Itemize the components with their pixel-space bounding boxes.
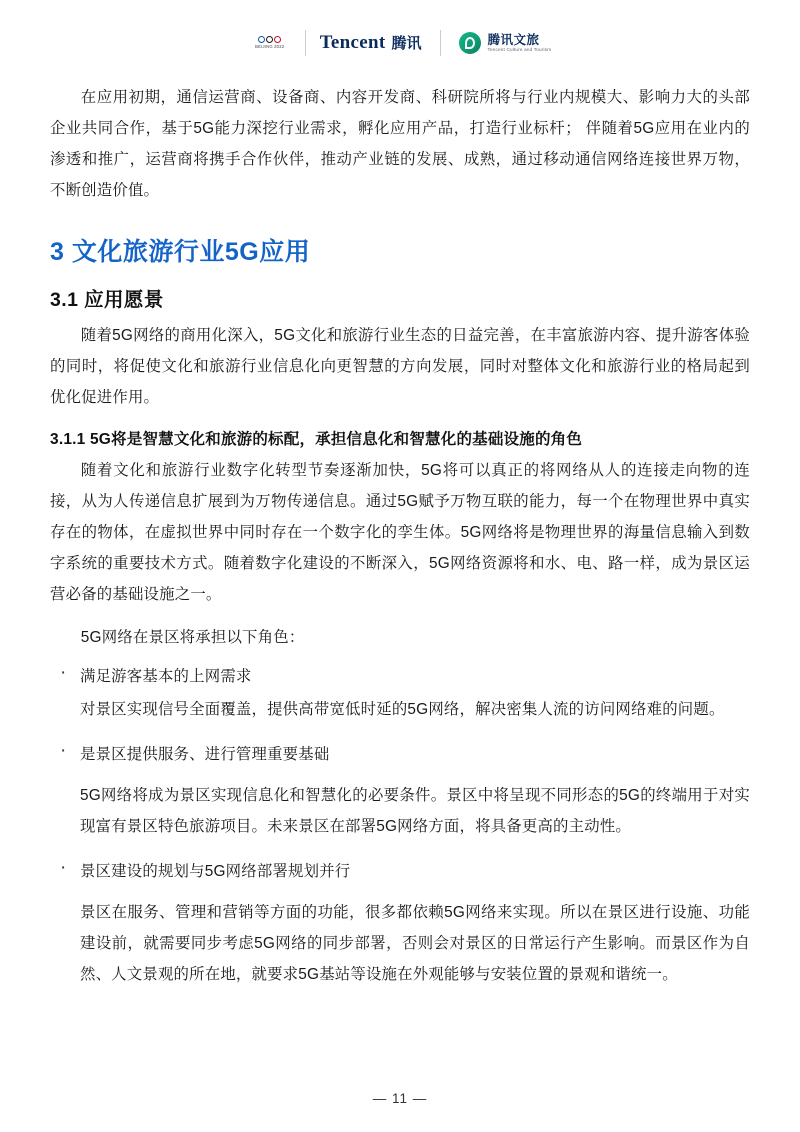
- culture-logo-text: [488, 34, 552, 53]
- olympic-rings-icon: [249, 36, 291, 49]
- subsubsection-paragraph: 随着文化和旅游行业数字化转型节奏逐渐加快，5G将可以真正的将网络从人的连接走向物的连接，从为人传递信息扩展到为万物传递信息。通过5G赋予万物互联的能力，每一个在物理世界中真实存在的物体，在虚拟世界中同时存在一个数字化的孪生体。5G网络将是物理世界的海量信息输入到数字系统的重要技术方式。随着数字化建设的不断深入，5G网络资源将和水、电、路一样，成为景区运营必备的基础设施之一。: [50, 462, 750, 603]
- bullet-title: · 是景区提供服务、进行管理重要基础: [80, 746, 330, 763]
- page-content: [50, 72, 750, 990]
- role-bullet-list: [50, 661, 750, 990]
- bullet-body: 景区在服务、管理和营销等方面的功能，很多都依赖5G网络来实现。所以在景区进行设施、功能建设前，就需要同步考虑5G网络的同步部署，否则会对景区的日常运行产生影响。而景区作为自然、人文景观的所在地，就要求5G基站等设施在外观能够与安装位置的景观和谐统一。: [80, 904, 750, 983]
- page-footer: — 11 —: [372, 1091, 428, 1106]
- intro-paragraph: 在应用初期，通信运营商、设备商、内容开发商、科研院所将与行业内规模大、影响力大的头部企业共同合作，基于5G能力深挖行业需求，孵化应用产品，打造行业标杆； 伴随着5G应用在业内的渗透和推广，运营商将携手合作伙伴，推动产业链的发展、成熟，通过移动通信网络连接世界万物，不断创造价值。: [50, 89, 750, 199]
- bullet-title: · 满足游客基本的上网需求: [80, 668, 252, 685]
- ring-black: [266, 36, 273, 43]
- tencent-logo-cn: 腾讯: [391, 35, 422, 52]
- list-lead-paragraph: 5G网络在景区将承担以下角色：: [80, 629, 305, 646]
- bullet-title: · 景区建设的规划与5G网络部署规划并行: [80, 863, 351, 880]
- bullet-body: 对景区实现信号全面覆盖，提供高带宽低时延的5G网络，解决密集人流的访问网络难的问题。: [80, 701, 725, 718]
- culture-logo-cn: 腾讯文旅: [487, 32, 540, 47]
- subsection-heading: 3.1 应用愿景: [50, 289, 164, 311]
- olympic-rings-shape: [258, 36, 281, 43]
- bullet-body: 5G网络将成为景区实现信息化和智慧化的必要条件。景区中将呈现不同形态的5G的终端用于对实现富有景区特色旅游项目。未来景区在部署5G网络方面，将具备更高的主动性。: [80, 787, 750, 835]
- tencent-culture-tourism-logo: [459, 32, 552, 54]
- list-item: [50, 856, 750, 990]
- brand-group: [249, 30, 552, 56]
- olympic-caption: BEIJING 2022: [255, 44, 285, 50]
- ring-red: [274, 36, 281, 43]
- tencent-logo: [320, 32, 422, 54]
- culture-logo-en: Tencent Culture and Tourism: [487, 47, 552, 53]
- header-divider-2: [440, 30, 441, 56]
- tencent-logo-en: Tencent: [319, 32, 386, 53]
- list-item: [50, 739, 750, 842]
- header-divider-1: [305, 30, 306, 56]
- subsubsection-heading: 3.1.1 5G将是智慧文化和旅游的标配，承担信息化和智慧化的基础设施的角色: [50, 431, 583, 448]
- ring-blue: [258, 36, 265, 43]
- section-heading: 3 文化旅游行业5G应用: [50, 238, 311, 266]
- list-item: [50, 661, 750, 725]
- subsection-paragraph: 随着5G网络的商用化深入，5G文化和旅游行业生态的日益完善，在丰富旅游内容、提升游客体验的同时，将促使文化和旅游行业信息化向更智慧的方向发展，同时对整体文化和旅游行业的格局起到优化促进作用。: [50, 327, 750, 406]
- page-header: [50, 0, 750, 72]
- leaf-mark-icon: [459, 32, 481, 54]
